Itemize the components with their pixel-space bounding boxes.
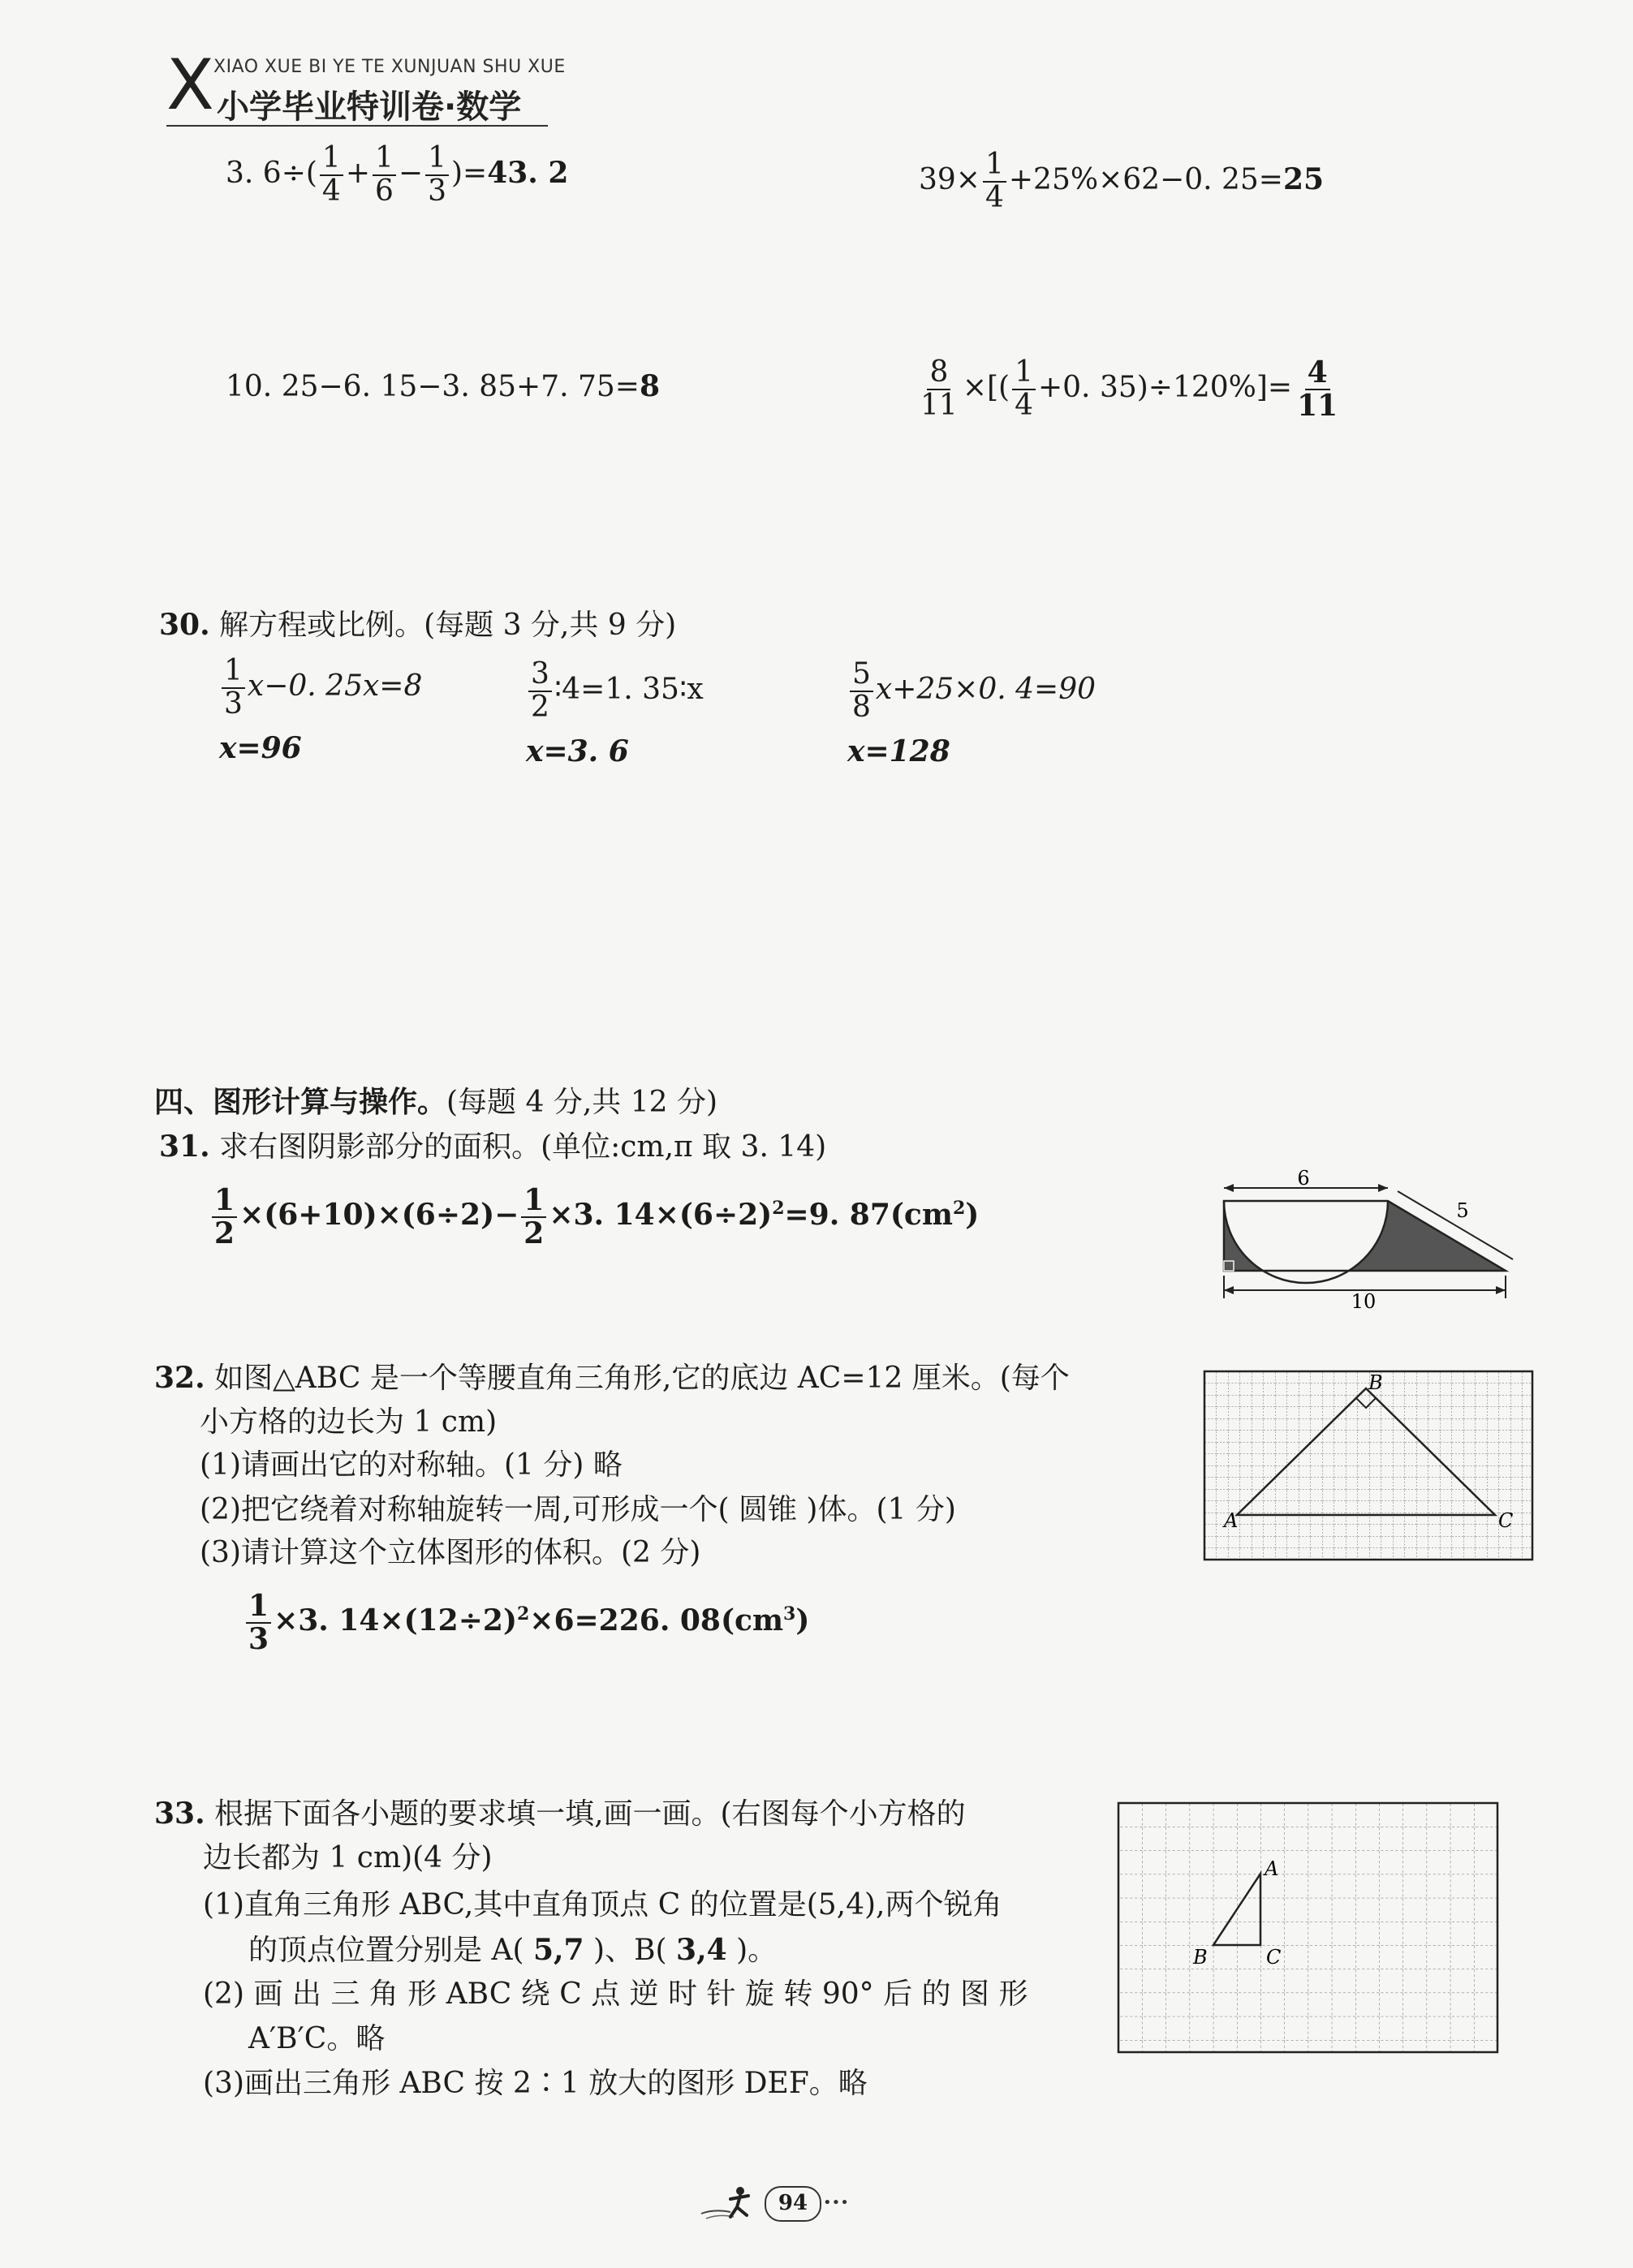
q32-solution: $\frac{1}{3}$ ×3. $14\times(12\div 2)^2\times 6=226$. $08(cm^3)$ [243, 1590, 809, 1655]
q33-grid-figure [1112, 1797, 1531, 2061]
grid-area [1204, 1371, 1532, 1560]
label-c: C [1266, 1946, 1282, 1969]
q30-ans2: x=3. 6 [526, 734, 629, 768]
q30-heading: 30. 解方程或比例。(每题 3 分,共 9 分) [159, 608, 677, 642]
runner-icon [698, 2184, 763, 2222]
q30-eq1: $\frac{1}{3}$ x−0. 25x=8 [219, 656, 422, 721]
header-pinyin: XIAO XUE BI YE TE XUNJUAN SHU XUE [213, 57, 566, 77]
q32-part3: (3)请计算这个立体图形的体积。(2 分) [200, 1536, 701, 1569]
q30-ans1: x=96 [219, 731, 302, 765]
q33-answer-a: 5,7 [532, 1933, 584, 1967]
grid-area [1118, 1803, 1497, 2052]
q31-solution: $\frac{1}{2}$ ×(6+10)×(6÷2)− $\frac{1}{2}$ ×3. $14\times(6\div 2)^2=9$. $87(cm^2)$ [209, 1185, 979, 1250]
q33-answer-b: 3,4 [676, 1933, 727, 1967]
calc-4-answer: $\frac{4}{11}$ [1297, 355, 1338, 423]
dim-bottom-arrow-right [1496, 1286, 1506, 1294]
q33-line2: 边长都为 1 cm)(4 分) [203, 1841, 493, 1874]
calc-2: 39× $\frac{1}{4}$ +25%×62−0. 25=25 [919, 148, 1325, 214]
label-b: B [1193, 1946, 1208, 1969]
footer-dots: ••• [823, 2194, 849, 2211]
footer [698, 2183, 925, 2223]
page-number: 94 [778, 2191, 808, 2215]
calc-2-answer: 25 [1282, 161, 1325, 196]
calc-3: 10. 25−6. 15−3. 85+7. 75=8 [226, 369, 661, 403]
header-letter: X [166, 45, 214, 126]
section4-heading: 四、图形计算与操作。(每题 4 分,共 12 分) [154, 1085, 718, 1119]
calc-1: 3. 6÷( $\frac{1}{4}$ + $\frac{1}{6}$ − $\frac{1}{3}$ )=43. 2 [226, 141, 569, 208]
label-a: A [1265, 1857, 1279, 1880]
q30-eq2: $\frac{3}{2}$ ∶4=1. 35∶x [526, 659, 704, 724]
q30-eq3: $\frac{5}{8}$ x+25×0. 4=90 [847, 659, 1096, 724]
q31-figure [1209, 1168, 1518, 1310]
header-title: 小学毕业特训卷·数学 [217, 88, 522, 126]
dim-bottom-arrow-left [1224, 1286, 1234, 1294]
q30-ans3: x=128 [847, 734, 950, 768]
q32-line1: 32. 如图△ABC 是一个等腰直角三角形,它的底边 AC=12 厘米。(每个 [154, 1361, 1070, 1395]
calc-3-answer: 8 [639, 369, 661, 403]
dim-bottom-label: 10 [1351, 1290, 1377, 1310]
calc-4: $\frac{8}{11}$ ×[( $\frac{1}{4}$ +0. 35)÷120%]= $\frac{4}{11}$ [916, 357, 1342, 422]
q33-line1: 33. 根据下面各小题的要求填一填,画一画。(右图每个小方格的 [154, 1797, 966, 1831]
header [166, 45, 572, 131]
q33-part1b: 的顶点位置分别是 A( 5,7 )、B( 3,4 )。 [248, 1933, 778, 1967]
q31-heading: 31. 求右图阴影部分的面积。(单位:cm,π 取 3. 14) [159, 1130, 827, 1164]
dim-slant-label: 5 [1456, 1199, 1469, 1222]
q32-part2: (2)把它绕着对称轴旋转一周,可形成一个( 圆锥 )体。(1 分) [200, 1493, 956, 1526]
q32-part2-answer: 圆锥 [738, 1493, 797, 1526]
calc-1-answer: 43. 2 [487, 155, 569, 190]
q33-part2b: A′B′C。略 [248, 2022, 386, 2055]
dim-top-arrow-left [1224, 1184, 1234, 1192]
label-b: B [1368, 1371, 1383, 1394]
q33-part1a: (1)直角三角形 ABC,其中直角顶点 C 的位置是(5,4),两个锐角 [203, 1888, 1002, 1922]
dim-top-label: 6 [1297, 1168, 1310, 1190]
q32-part1: (1)请画出它的对称轴。(1 分) 略 [200, 1448, 623, 1482]
q32-grid-figure [1196, 1363, 1534, 1562]
dim-top-arrow-right [1378, 1184, 1388, 1192]
header-underline [166, 125, 548, 127]
label-a: A [1224, 1509, 1239, 1532]
q33-part2a: (2) 画 出 三 角 形 ABC 绕 C 点 逆 时 针 旋 转 90° 后 的 图 形 [203, 1978, 1028, 2011]
q33-part3: (3)画出三角形 ABC 按 2∶1 放大的图形 DEF。略 [203, 2067, 868, 2100]
q32-line2: 小方格的边长为 1 cm) [200, 1405, 498, 1439]
label-c: C [1498, 1509, 1514, 1532]
